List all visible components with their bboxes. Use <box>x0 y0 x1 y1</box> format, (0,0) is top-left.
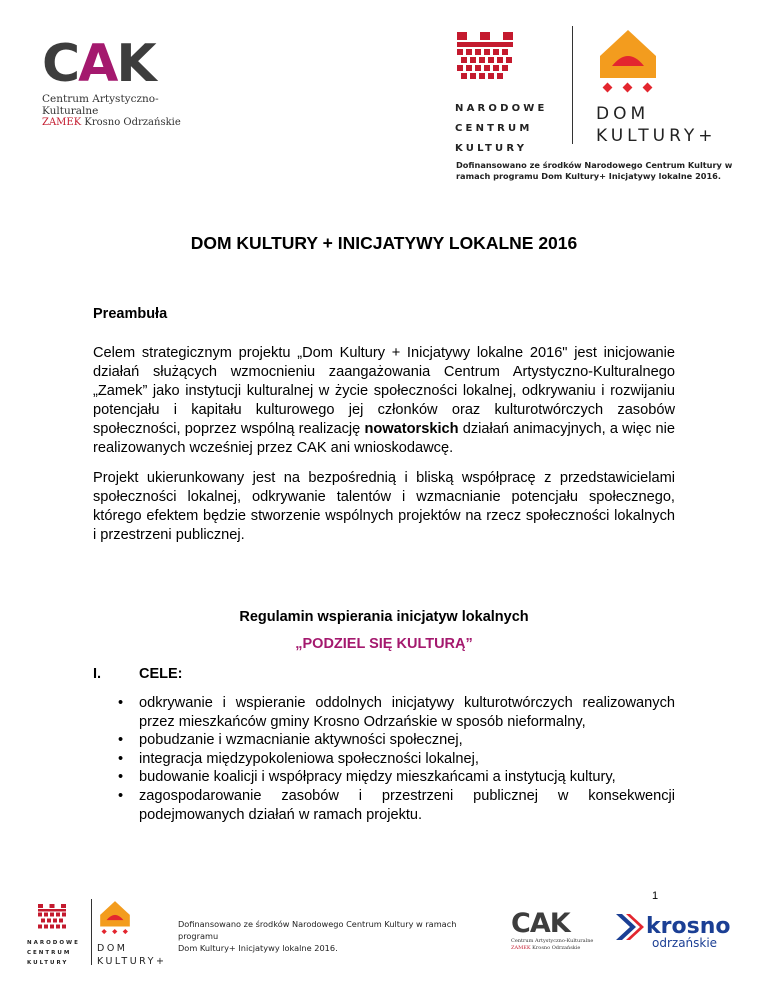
cak-letter-k: K <box>116 34 155 94</box>
regulation-title: Regulamin wspierania inicjatyw lokalnych <box>239 609 529 625</box>
nck-emblem-icon <box>37 903 67 929</box>
cak-logo-subtitle: Centrum Artystyczno-Kulturalne <box>42 93 159 117</box>
footer-dom-kultury-text <box>97 942 187 968</box>
nck-line-3: KULTURY <box>455 143 528 154</box>
footer-funding-line-1: Dofinansowano ze środków Narodowego Centrum Kultury w ramach programu <box>178 919 457 941</box>
footer-cak-logo <box>511 910 601 952</box>
cak-letter-a <box>78 34 117 94</box>
footer-funding-note <box>178 918 498 954</box>
cak-letter-a-text: A <box>78 34 117 94</box>
cak-logo <box>42 34 212 128</box>
list-item: • zagospodarowanie zasobów i przestrzeni publicznej w konsekwencji podejmowanych działań w ramach projektu. <box>118 787 675 824</box>
regulation-subtitle: „PODZIEL SIĘ KULTURĄ” <box>295 636 473 652</box>
cak-logo-location <box>42 117 212 128</box>
cak-logo-town: Krosno Odrzańskie <box>81 117 181 128</box>
goals-list <box>118 694 675 824</box>
footer-nck-line-3: KULTURY <box>27 960 69 966</box>
page-number: 1 <box>652 890 659 902</box>
footer-nck-line-2: CENTRUM <box>27 950 72 956</box>
list-item: • odkrywanie i wspieranie oddolnych inicjatywy kulturotwórczych realizowanych przez mieszkańców gminy Krosno Odrzańskie w sposób nieformalny, <box>118 694 675 731</box>
nck-line-1: NARODOWE <box>455 103 548 114</box>
nck-line-2: CENTRUM <box>455 123 533 134</box>
cak-logo-zamek: ZAMEK <box>42 117 82 128</box>
section-number: I. <box>93 666 102 682</box>
dk-line-1: DOM <box>596 104 650 124</box>
krosno-odrzanskie-logo <box>612 910 732 950</box>
dom-kultury-logo <box>596 26 746 147</box>
document-title: DOM KULTURY + INICJATYWY LOKALNE 2016 <box>190 233 578 253</box>
footer-dom-kultury-logo <box>97 899 187 968</box>
preamble-paragraph-2: Projekt ukierunkowany jest na bezpośrednią i bliską współpracę z przedstawicielami społeczności lokalnej, odkrywanie talentów i wzmacnianie potencjału społecznego, którego efektem będzie stworzenie wspólnych projektów na rzecz społeczności lokalnych i przestrzeni publicznej. <box>93 470 675 543</box>
preamble-heading: Preambuła <box>93 306 168 322</box>
section-title: CELE: <box>139 666 183 682</box>
footer-nck-line-1: NARODOWE <box>27 940 80 946</box>
house-icon <box>596 26 660 94</box>
list-item: • pobudzanie i wzmacnianie aktywności społecznej, <box>118 731 675 750</box>
footer-nck-logo <box>27 903 87 968</box>
nck-logo <box>455 30 565 159</box>
nck-logo-text <box>455 99 565 159</box>
footer-cak-subtitle: Centrum Artystyczno-Kulturalne <box>511 938 594 944</box>
footer-logo-divider <box>91 899 92 965</box>
cak-letter-c: C <box>42 34 79 94</box>
logo-divider <box>572 26 573 144</box>
preamble-paragraph-1 <box>93 344 675 458</box>
chevron-right-icon <box>612 910 646 944</box>
list-item: • integracja międzypokoleniowa społeczności lokalnej, <box>118 750 675 769</box>
footer-cak-zamek: ZAMEK <box>511 945 531 951</box>
footer-dk-line-2: KULTURY+ <box>97 956 167 967</box>
footer-cak-location <box>511 945 601 952</box>
p1-text-start: Celem strategicznym projektu „Dom Kultury + Inicjatywy lokalne 2016" jest inicjowanie działań służących wzmocnieniu zaangażowania Centrum Artystyczno-Kulturalnego „Zamek” jako instytucji kulturalnej w życie społeczności lokalnej, odkrywaniu i rozwijaniu potencjału i kapitału kulturowego jej członków oraz kulturotwórczych zasobów społeczności, poprzez wspólną realizację <box>93 345 675 437</box>
funding-note: Dofinansowano ze środków Narodowego Centrum Kultury w ramach programu Dom Kultury+ Inicjatywy lokalne 2016. <box>456 160 733 181</box>
footer-nck-text <box>27 938 87 968</box>
p1-bold-text: nowatorskich <box>364 421 459 437</box>
dom-kultury-text <box>596 103 746 147</box>
odrzanskie-text: odrzańskie <box>652 936 718 950</box>
footer-funding-line-2: Dom Kultury+ Inicjatywy lokalne 2016. <box>178 943 338 953</box>
cak-logo-letters <box>42 34 212 94</box>
krosno-text: krosno <box>646 914 731 939</box>
p1-text-end: działań animacyjnych, a więc nie realizowanych wcześniej przez CAK ani wnioskodawcę. <box>93 421 675 456</box>
dk-line-2: KULTURY+ <box>596 126 717 146</box>
list-item: • budowanie koalicji i współpracy między mieszkańcami a instytucją kultury, <box>118 768 675 787</box>
footer-cak-town: Krosno Odrzańskie <box>530 945 581 951</box>
footer-cak-letters: CAK <box>511 908 570 939</box>
house-icon <box>97 899 133 935</box>
nck-emblem-icon <box>455 30 515 86</box>
footer-dk-line-1: DOM <box>97 943 128 954</box>
